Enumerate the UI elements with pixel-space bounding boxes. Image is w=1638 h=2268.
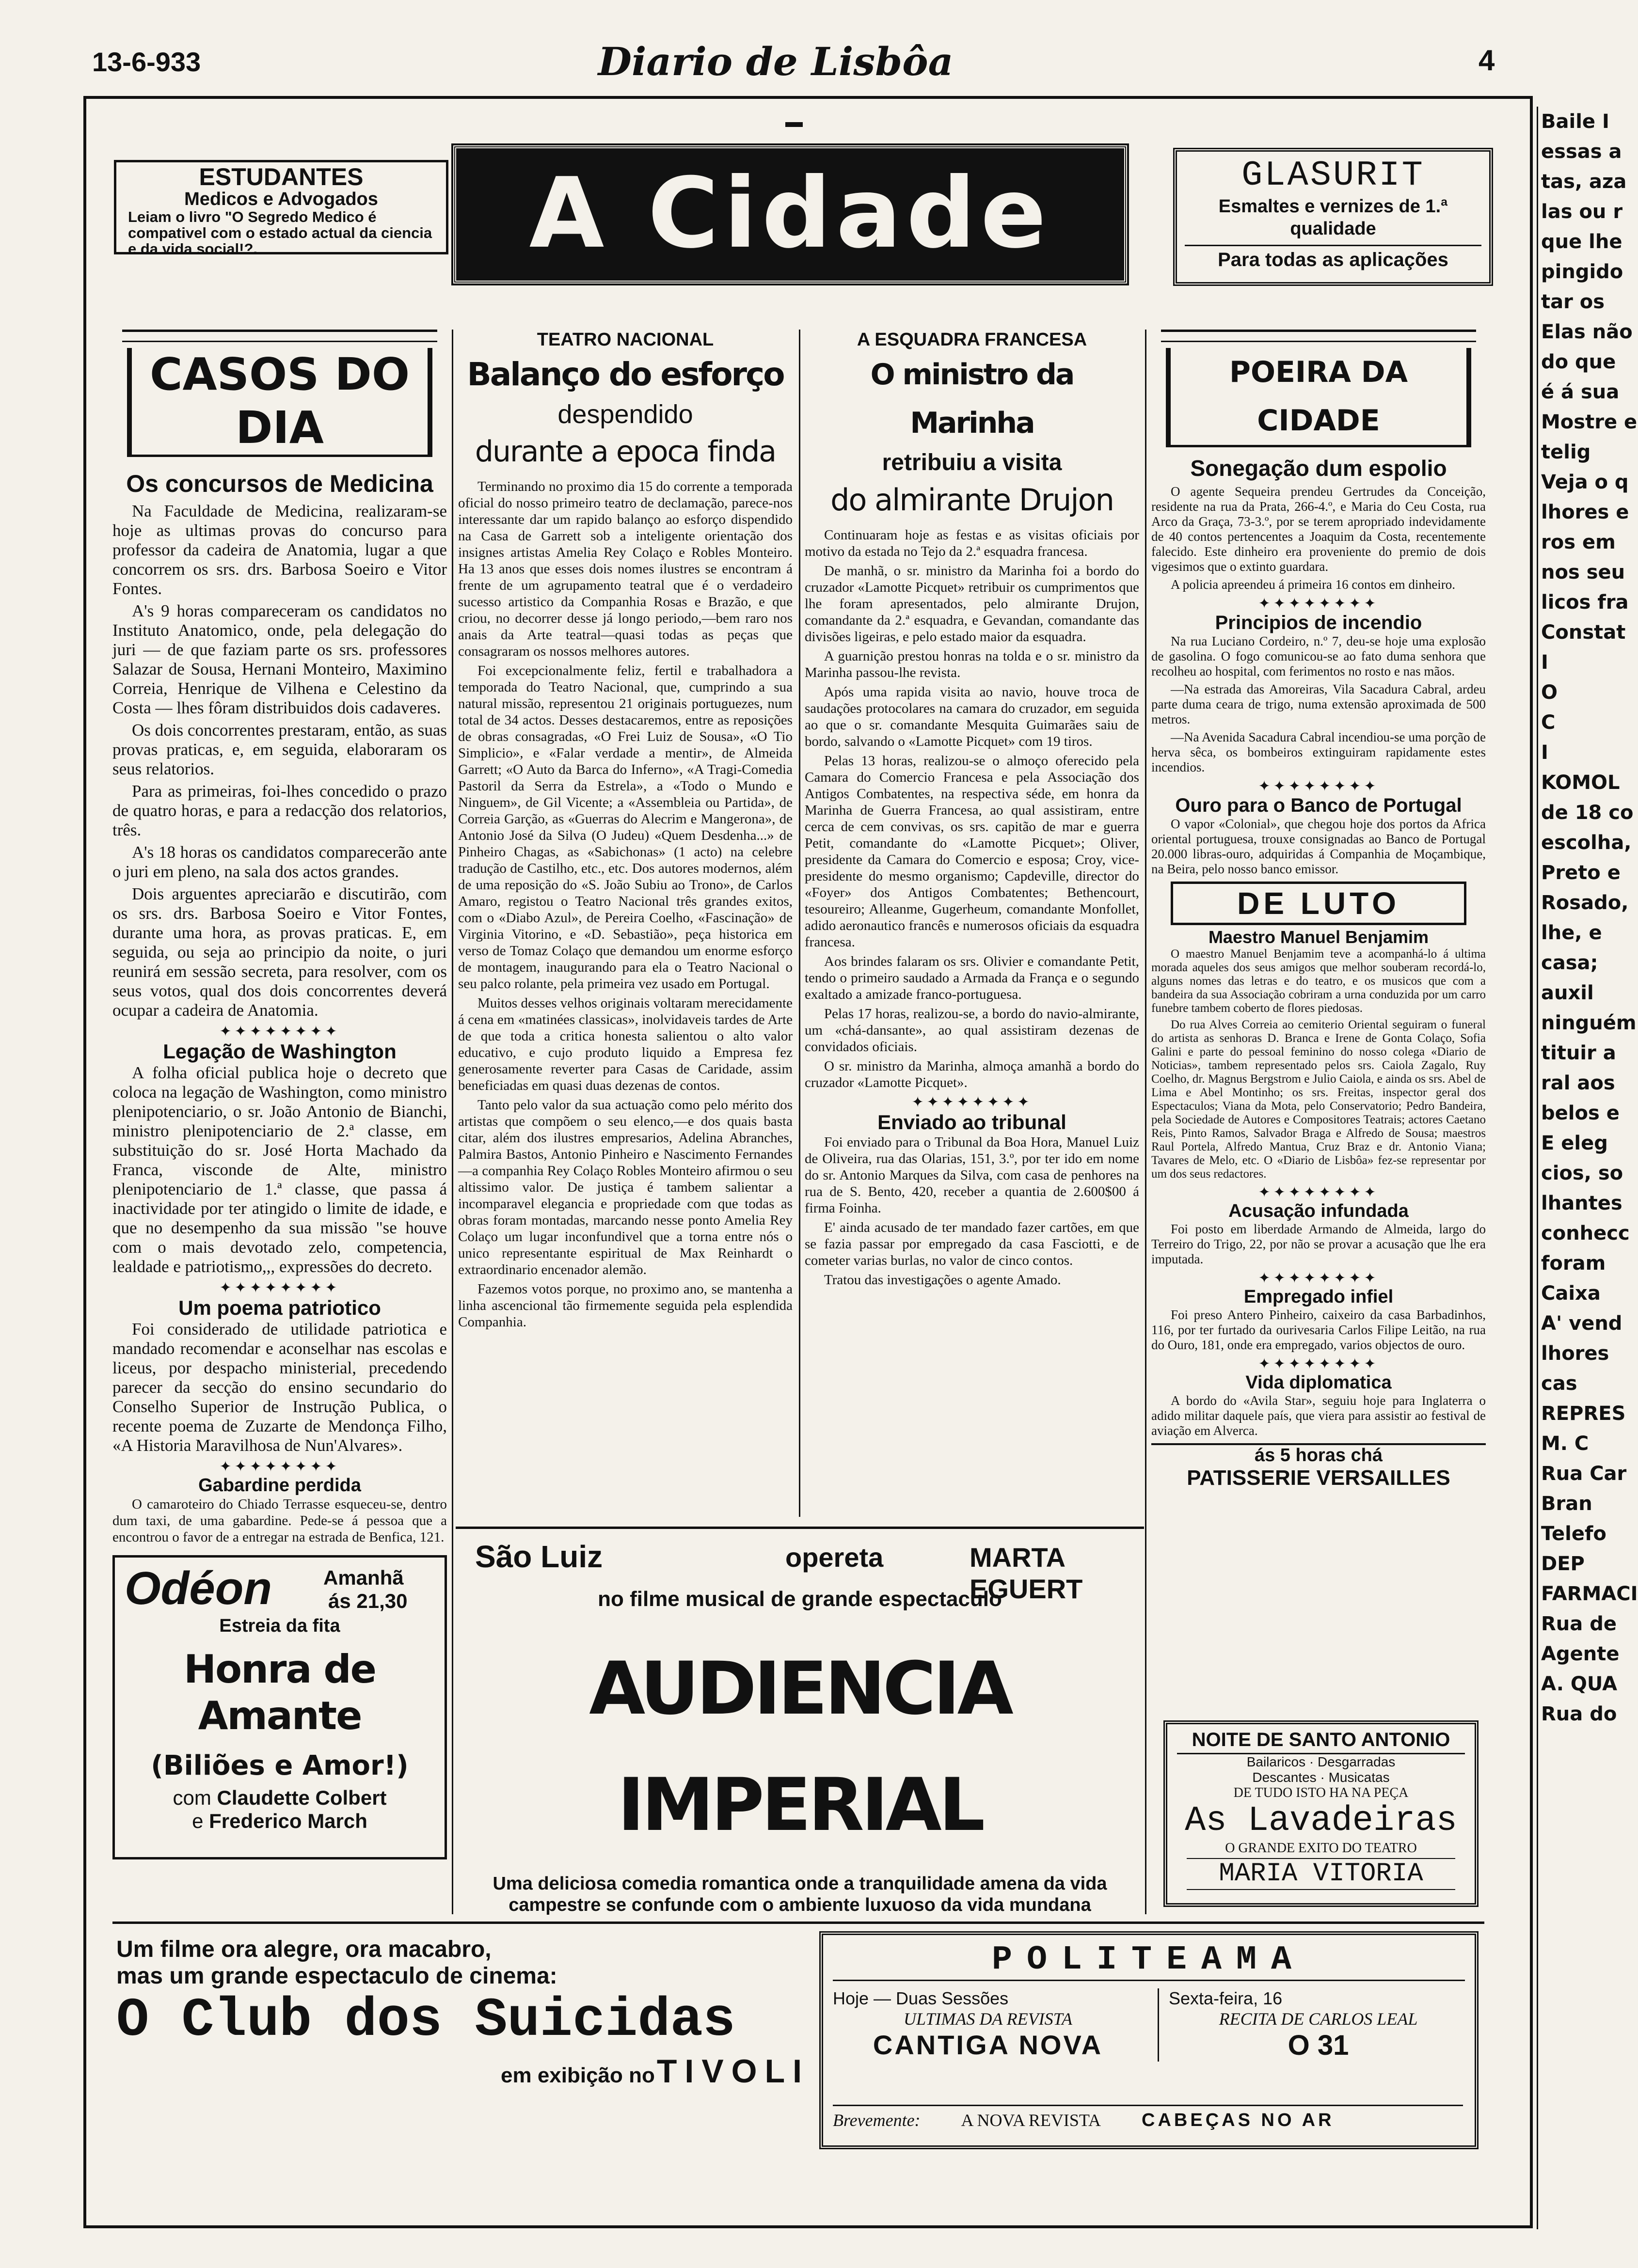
casos-p4: Para as primeiras, foi-lhes concedido o prazo de quatro horas, e para a redacção dos relatorios, três. xyxy=(112,782,447,839)
odeon-and: e xyxy=(192,1810,204,1832)
teatro-p1: Terminando no proximo dia 15 do corrente a temporada oficial do nosso primeiro teatro de declamação, parece-nos interessante dar um rapido balanço ao esforço dispendido na Casa de Garrett sob a inteligente orientação dos insignes artistas Amelia Rey Colaço e Robles Monteiro. Ha 13 anos que esses dois nomes ilustres se encontram á frente de um agrupamento teatral que é o verdadeiro sucesso artistico da Companhia Rosas e Brazão, e que criou, no decorrer desse já longo periodo,—bem raro nos anais da Arte teatral—quasi todas as peças que consagraram os nossos melhores autores. xyxy=(458,479,793,659)
suicidas-line1: Um filme ora alegre, ora macabro, xyxy=(116,1937,492,1962)
odeon-name: Odéon xyxy=(125,1562,272,1614)
right-margin-fragment: cas xyxy=(1541,1372,1577,1395)
poeira-p10: Foi preso Antero Pinheiro, caixeiro da casa Barbadinhos, 116, por ter furtado da ourivesaria Carlos Filipe Leitão, na rua do Ouro, 181, onde era empregado, varios objectos de ouro. xyxy=(1151,1307,1486,1352)
santo-antonio-play: As Lavadeiras xyxy=(1185,1801,1457,1841)
poeira-h4: Maestro Manuel Benjamim xyxy=(1208,927,1429,947)
glasurit-line1: Esmaltes e vernizes de 1.ª qualidade xyxy=(1218,196,1448,239)
right-margin-fragment: essas a xyxy=(1541,141,1622,163)
right-margin-fragment: lhores e xyxy=(1541,501,1629,523)
esquadra-h1: O ministro da Marinha xyxy=(870,358,1074,440)
esquadra-h2: retribuiu a visita xyxy=(882,450,1062,475)
poeira-h3: Ouro para o Banco de Portugal xyxy=(1175,795,1462,816)
glasurit-ad xyxy=(1173,148,1493,286)
casos-banner: CASOS DO DIA xyxy=(127,348,432,457)
right-margin-fragment: lhantes xyxy=(1541,1192,1622,1214)
right-margin-fragment: KOMOL xyxy=(1541,772,1620,794)
casos-p3: Os dois concorrentes prestaram, então, as suas provas praticas, e, em seguida, elaboraram os seus relatorios. xyxy=(112,721,447,778)
casos-p1: Na Faculdade de Medicina, realizaram-se hoje as ultimas provas do concurso para professor da cadeira de Anatomia, lugar a que concorrem os srs. drs. Barbosa Soeiro e Vitor Fontes. xyxy=(112,502,447,598)
poeira-p6: O vapor «Colonial», que chegou hoje dos portos da Africa oriental portuguesa, trouxe consignadas ao Banco de Portugal 20.000 libras-ouro, adquiridas á Companhia de Moçambique, na Beira, pelo nosso banco emissor. xyxy=(1151,817,1486,876)
odeon-with: com xyxy=(173,1786,211,1809)
casos-h2: Legação de Washington xyxy=(163,1040,397,1063)
right-margin-fragment: Rua de xyxy=(1541,1613,1617,1635)
politeama-right xyxy=(1158,1988,1468,2062)
esquadra-kicker: A ESQUADRA FRANCESA xyxy=(857,330,1087,350)
odeon-cast-2 xyxy=(125,1810,435,1833)
divider-ornament: ✦✦✦✦✦✦✦✦ xyxy=(911,1094,1033,1110)
saoluiz-desc: Uma deliciosa comedia romantica onde a tranquilidade amena da vida campestre se confunde com o ambiente luxuoso da vida mundana xyxy=(493,1874,1107,1915)
col-rule-2 xyxy=(799,330,800,1517)
santo-antonio-line1: Bailaricos · Desgarradas xyxy=(1246,1754,1396,1769)
odeon-estreia: Estreia da fita xyxy=(219,1616,340,1636)
poeira-text-6 xyxy=(1151,1307,1486,1353)
right-margin-fragment: Baile I xyxy=(1541,110,1609,133)
politeama-brev: Brevemente: xyxy=(833,2110,921,2130)
casos-h4: Gabardine perdida xyxy=(198,1475,361,1496)
right-margin-fragment: auxil xyxy=(1541,982,1594,1004)
right-margin-fragment: Agente xyxy=(1541,1643,1620,1665)
right-margin-fragment: do que xyxy=(1541,351,1616,373)
right-margin-fragment: foram xyxy=(1541,1252,1606,1275)
poeira-text-4 xyxy=(1151,947,1486,1181)
right-margin-fragment: telig xyxy=(1541,441,1591,463)
teatro-column xyxy=(458,330,793,1522)
right-margin-fragment: REPRES xyxy=(1541,1402,1626,1425)
odeon-actor1: Claudette Colbert xyxy=(217,1786,387,1809)
poeira-h5: Acusação infundada xyxy=(1228,1201,1409,1221)
right-margin-fragment: belos e xyxy=(1541,1102,1620,1124)
politeama-hoje: Hoje — Duas Sessões xyxy=(833,1988,1009,2008)
issue-date: 13-6-933 xyxy=(92,47,201,77)
right-margin-fragment: escolha, xyxy=(1541,832,1632,854)
right-margin-fragment: Elas não xyxy=(1541,321,1633,343)
right-margin-fragment: cios, so xyxy=(1541,1162,1623,1184)
esquadra-p7: Pelas 17 horas, realizou-se, a bordo do navio-almirante, um «chá-dansante», ao qual assistiram dezenas de convidados oficiais. xyxy=(805,1006,1139,1055)
esquadra-column xyxy=(805,330,1139,1522)
right-margin-fragment: I xyxy=(1541,741,1548,764)
saoluiz-film: AUDIENCIA IMPERIAL xyxy=(589,1647,1011,1847)
odeon-ad xyxy=(112,1555,447,1859)
suicidas-ad xyxy=(116,1936,810,2149)
glasurit-name: GLASURIT xyxy=(1241,156,1425,195)
estudantes-ad xyxy=(114,160,448,257)
poeira-h7: Vida diplomatica xyxy=(1245,1372,1392,1393)
teatro-text xyxy=(458,478,793,1330)
odeon-cast-1 xyxy=(125,1786,435,1810)
politeama-ultimas: ULTIMAS DA REVISTA xyxy=(904,2009,1072,2029)
divider-ornament: ✦✦✦✦✦✦✦✦ xyxy=(1258,1184,1379,1200)
right-margin-fragment: Caixa xyxy=(1541,1282,1601,1305)
poeira-text-3 xyxy=(1151,817,1486,877)
right-margin-fragment: las ou r xyxy=(1541,201,1623,223)
odeon-time: ás 21,30 xyxy=(328,1590,408,1612)
right-margin-fragment: A. QUA xyxy=(1541,1673,1618,1695)
casos-h3: Um poema patriotico xyxy=(178,1296,381,1319)
estudantes-title: ESTUDANTES xyxy=(199,163,364,190)
odeon-actor2: Frederico March xyxy=(209,1810,367,1832)
casos-p5: A's 18 horas os candidatos comparecerão ante o juri em pleno, na sala dos actos grandes. xyxy=(112,843,447,881)
politeama-revista: CANTIGA NOVA xyxy=(873,2030,1103,2060)
right-margin-list xyxy=(1538,107,1638,1729)
poeira-p5: —Na Avenida Sacadura Cabral incendiou-se uma porção de herva sêca, os bombeiros extinguiram rapidamente estes incendios. xyxy=(1151,730,1486,774)
right-margin-fragment: E eleg xyxy=(1541,1132,1608,1154)
right-margin-fragment: Bran xyxy=(1541,1493,1592,1515)
casos-p7: A folha oficial publica hoje o decreto que coloca na legação de Washington, como ministro plenipotenciario, o sr. João Antonio de Bianchi, ministro plenipotenciario de 2.ª classe, em substituição do sr. José Horta Machado da Franca, visconde de Alte, ministro plenipotenciario de 1.ª classe, que passa á inactividade por ter atingido o limite de idade, e que no desempenho da sua missão "se houve com o mais devotado zelo, competencia, lealdade e patriotismo,,, expressões do decreto. xyxy=(112,1063,447,1276)
right-margin-fragment: é á sua xyxy=(1541,381,1620,403)
right-margin-fragment: de 18 co xyxy=(1541,802,1634,824)
right-margin-fragment: FARMACI xyxy=(1541,1583,1638,1605)
teatro-p3: Muitos desses velhos originais voltaram merecidamente á cena em «matinées classicas», inolvidaveis tardes de Arte de que toda a critica honesta salientou o alto valor educativo, e cujo produto liquido a Empresa fez generosamente reverter para Casas de Caridade, assim beneficiadas em quasi duas dezenas de contos. xyxy=(458,995,793,1093)
suicidas-venue xyxy=(116,2052,810,2090)
esquadra-p4: Após uma rapida visita ao navio, houve troca de saudações protocolares na camara do cruzador, em seguida ao que o sr. comandante Mesquita Guimarães saiu de bordo, salvando o «Lamotte Picquet» com 19 tiros. xyxy=(805,684,1139,749)
right-margin-fragment: pingido xyxy=(1541,261,1623,283)
politeama-name: POLITEAMA xyxy=(833,1941,1465,1981)
casos-p8: Foi considerado de utilidade patriotica e mandado recomendar e aconselhar nas escolas e liceus, por despacho ministerial, precedendo parecer da secção do ensino secundario do Conselho Superior de Instrução Publica, o recente poema de Zuzarte de Mendonça Filho, «A Historia Maravilhosa de Nun'Alvares». xyxy=(112,1320,447,1455)
bottom-band-rule xyxy=(112,1922,1484,1924)
saoluiz-ad xyxy=(456,1527,1144,1915)
casos-h1: Os concursos de Medicina xyxy=(126,470,433,497)
divider-ornament: ✦✦✦✦✦✦✦✦ xyxy=(1258,1270,1379,1286)
right-margin-fragment: I xyxy=(1541,651,1548,674)
esquadra-h4: Enviado ao tribunal xyxy=(877,1111,1066,1134)
right-margin-fragment: A' vend xyxy=(1541,1312,1622,1335)
poeira-column xyxy=(1151,330,1486,1716)
saoluiz-star: MARTA EGUERT xyxy=(970,1542,1083,1604)
patisserie-name: PATISSERIE VERSAILLES xyxy=(1187,1466,1450,1490)
casos-text-3 xyxy=(112,1320,447,1455)
right-margin-fragment: tar os xyxy=(1541,291,1605,313)
suicidas-title: O Club dos Suicidas xyxy=(116,1990,736,2051)
teatro-h3: durante a epoca finda xyxy=(475,435,776,469)
right-margin-fragment: O xyxy=(1541,681,1558,704)
right-margin-fragment: Rosado, xyxy=(1541,892,1629,914)
right-margin-fragment: Constat xyxy=(1541,621,1626,644)
poeira-p3: Na rua Luciano Cordeiro, n.º 7, deu-se hoje uma explosão de gasolina. O fogo comunicou-se ao fato duma senhora que recolheu ao hospital, com ferimentos no rosto e nas mãos. xyxy=(1151,634,1486,678)
poeira-p2: A policia apreendeu á primeira 16 contos em dinheiro. xyxy=(1171,577,1456,592)
casos-p6: Dois arguentes apreciarão e discutirão, com os srs. drs. Barbosa Soeiro e Vitor Fontes, durante uma hora, as provas praticas. E, em seguida, ou seja ao principio da noite, o juri reunirá em sessão secreta, para resolver, com os seus votos, qual dos dois concorrentes deverá ocupar a cadeira de Anatomia. xyxy=(112,884,447,1020)
casos-ornament-top xyxy=(122,330,437,342)
right-margin-fragment: Mostre e xyxy=(1541,411,1638,433)
right-margin-fragment: lhe, e xyxy=(1541,922,1602,944)
teatro-h2: despendido xyxy=(557,400,693,429)
odeon-sub: (Biliões e Amor!) xyxy=(151,1750,409,1781)
suicidas-exib: em exibição no xyxy=(501,2063,655,2087)
esquadra-p5: Pelas 13 horas, realizou-se o almoço oferecido pela Camara do Comercio Francesa e pela Associação dos Antigos Combatentes, na respectiva séde, em honra da Marinha de Guerra Francesa, ao qual assistiram, entre cerca de cem convivas, os srs. capitão de mar e guerra Petit, comandante do «Lamotte Picquet»; Oliver, presidente da Camara do Comercio e esposa; Croy, vice-presidente do mesmo organismo; Capdeville, director do «Foyer» dos Antigos Combatentes; Bethencourt, tesoureiro; Alleanme, Gugerheum, comandante Monfollet, adido aeronautico francês e numerosos oficiais da esquadra francesa. xyxy=(805,753,1139,950)
teatro-p2: Foi excepcionalmente feliz, fertil e trabalhadora a temporada do Teatro Nacional, que, cumprindo a sua natural missão, representou 21 originais portuguezes, num total de 34 actos. Desses destacaremos, entre as reposições de obras consagradas, «O Frei Luiz de Sousa», «O Tio Simplicio», e «Falar verdade a mentir», de Almeida Garrett; «O Auto da Barca do Inferno», «A Tragi-Comedia Pastoril da Serra da Estrela», a «Todo o Mundo e Ninguem», de Gil Vicente; a «Assembleia ou Partida», de Correia Garção, as «Guerras do Alecrim e Mangerona», de Antonio José da Silva (O Judeu) «Quem Desdenha...» de Pinheiro Chagas, as «Sabichonas» (1 acto) na celebre tradução de Castilho, etc., etc. Dos autores modernos, além de uma reposição do «S. João Subiu ao Trono», de Carlos Amaro, registou o Teatro Nacional três grandes exitos, com o «Diabo Azul», de Pereira Coelho, «Fascinação» de Virginia Vitorino, e «D. Sebastião», peça historica em verso de Tomaz Colaço que demandou um enorme esforço de montagem, inaugurando para ela o Teatro Nacional o seu palco rolante, pela primeira vez usado em Portugal. xyxy=(458,663,793,992)
poeira-ornament-top xyxy=(1161,330,1476,342)
newspaper-title: Diario de Lisbôa xyxy=(598,39,954,84)
politeama-num: O 31 xyxy=(1288,2030,1349,2061)
page-number: 4 xyxy=(1479,44,1495,77)
divider-ornament: ✦✦✦✦✦✦✦✦ xyxy=(1258,596,1379,612)
divider-ornament: ✦✦✦✦✦✦✦✦ xyxy=(1258,1356,1379,1372)
right-margin-fragment: Rua Car xyxy=(1541,1463,1627,1485)
odeon-film: Honra de Amante xyxy=(184,1647,376,1738)
right-margin-fragment: licos fra xyxy=(1541,591,1629,614)
poeira-text-5 xyxy=(1151,1222,1486,1267)
teatro-p5: Fazemos votos porque, no proximo ano, se mantenha a linha ascencional tão firmemente seguida pela esplendida Companhia. xyxy=(458,1281,793,1330)
glasurit-line2: Para todas as aplicações xyxy=(1185,245,1481,273)
col-rule-1 xyxy=(452,330,453,1914)
santo-antonio-line2: Descantes · Musicatas xyxy=(1252,1770,1390,1785)
divider-ornament: ✦✦✦✦✦✦✦✦ xyxy=(219,1280,340,1296)
casos-text-2 xyxy=(112,1063,447,1276)
teatro-kicker: TEATRO NACIONAL xyxy=(537,330,714,350)
right-margin-fragment: tas, aza xyxy=(1541,171,1627,193)
santo-antonio-line4: O GRANDE EXITO DO TEATRO xyxy=(1225,1841,1417,1856)
poeira-h2: Principios de incendio xyxy=(1215,612,1422,633)
politeama-sexta: Sexta-feira, 16 xyxy=(1169,1988,1283,2008)
poeira-h1: Sonegação dum espolio xyxy=(1190,456,1447,481)
esquadra-p1: Continuaram hoje as festas e as visitas oficiais por motivo da estada no Tejo da 2.ª esquadra francesa. xyxy=(805,527,1139,559)
estudantes-body: Leiam o livro "O Segredo Medico é compativel com o estado actual da ciencia e da vida social!?. xyxy=(128,208,432,257)
right-margin-fragment: que lhe xyxy=(1541,231,1622,253)
santo-antonio-theatre: MARIA VITORIA xyxy=(1187,1858,1455,1890)
casos-p2: A's 9 horas compareceram os candidatos no Instituto Anatomico, onde, pela delegação do juri — de que faziam parte os srs. professores Salazar de Sousa, Hernani Monteiro, Maximino Correia, Henrique de Vilhena e Celestino da Costa — lhes fôram distribuidos dois cadaveres. xyxy=(112,601,447,717)
poeira-p8: Do rua Alves Correia ao cemiterio Oriental seguiram o funeral do artista as senhoras D. Branca e Irene de Gonta Colaço, Sofia Galini e parte do pessoal feminino do nosso colega «Diario de Noticias», tambem representado pelos srs. Caiola Zagalo, Ruy Coelho, dr. Magnus Bergstrom e Julio Caiola, e ainda os srs. Abel de Lima e Abel Montinho; os srs. Freitas, inspector geral dos Espectaculos; Viana da Mota, pelo Conservatorio; Pedro Bandeira, pela Sociedade de Autores e Compositores Teatrais; actores Caetano Reis, Pinto Ramos, Salvador Braga e Alfredo de Sousa; maestros Raul Portela, Alfredo Mantua, Cruz Braz e dr. Antonio Viana; Tavares de Melo, etc. O «Diario de Lisbôa» fez-se representar por um dos seus redactores. xyxy=(1151,1018,1486,1181)
divider-ornament: ✦✦✦✦✦✦✦✦ xyxy=(219,1024,340,1040)
esquadra-p3: A guarnição prestou honras na tolda e o sr. ministro da Marinha passou-lhe revista. xyxy=(805,648,1139,680)
right-margin-fragment: Telefo xyxy=(1541,1523,1606,1545)
right-margin-fragment: Preto e xyxy=(1541,862,1621,884)
right-margin-fragment: lhores xyxy=(1541,1342,1609,1365)
esquadra-text xyxy=(805,527,1139,1091)
right-margin-fragment: nos seu xyxy=(1541,561,1625,583)
section-title-block xyxy=(453,145,1127,284)
saoluiz-line: no filme musical de grande espectaculo xyxy=(598,1587,1002,1611)
poeira-banner: POEIRA DA CIDADE xyxy=(1166,348,1471,447)
saoluiz-genre: opereta xyxy=(785,1542,884,1573)
poeira-p7: O maestro Manuel Benjamim teve a acompanhá-lo á ultima morada aqueles dos seus amigos que melhor souberam recordá-lo, alguns nomes das letras e do teatro, e os musicos que com a bandeira da sua Associação cobriram a urna conduzida por um carro funebre tambem coberto de flores piedosas. xyxy=(1151,947,1486,1015)
right-margin-fragment: conhecc xyxy=(1541,1222,1630,1244)
santo-antonio-title: NOITE DE SANTO ANTONIO xyxy=(1177,1729,1465,1754)
divider-ornament: ✦✦✦✦✦✦✦✦ xyxy=(219,1459,340,1475)
right-margin-fragment: DEP xyxy=(1541,1553,1585,1575)
esquadra-p8: O sr. ministro da Marinha, almoça amanhã a bordo do cruzador «Lamotte Picquet». xyxy=(805,1058,1139,1090)
estudantes-subtitle: Medicos e Advogados xyxy=(184,189,378,209)
santo-antonio-line3: DE TUDO ISTO HA NA PEÇA xyxy=(1233,1785,1409,1800)
politeama-left xyxy=(833,1988,1143,2061)
esquadra-p10: E' ainda acusado de ter mandado fazer cartões, em que se fazia passar por empregado da casa Fasciotti, e de cometer varias burlas, no valor de cinco contos. xyxy=(805,1220,1139,1268)
poeira-p1: O agente Sequeira prendeu Gertrudes da Conceição, residente na rua da Prata, 266-4.º, e Maria do Ceu Costa, rua Arco da Graça, 73-3.º, por se terem apropriado indevidamente de 40 contos pertencentes a Joaquim da Costa, recentemente falecido. Este dinheiro era proveniente do premio de dois vigesimos que o extinto guardara. xyxy=(1151,484,1486,574)
teatro-p4: Tanto pelo valor da sua actuação como pelo mérito dos artistas que compõem o seu elenco,—e dos quais basta citar, além dos ilustres empresarios, Adelina Abranches, Palmira Bastos, Antonio Pinheiro e Nascimento Fernandes—a companhia Rey Colaço Robles Monteiro afirmou o seu altissimo valor. De justiça é tambem salientar a incomparavel elegancia e propriedade com que todas as obras foram montadas, marcando nesse ponto Amelia Rey Colaço um lugar inconfundivel que a torna entre nós o unico representante espiritual de Max Reinhardt o extraordinario encenador alemão. xyxy=(458,1097,793,1277)
esquadra-h3: do almirante Drujon xyxy=(830,482,1113,518)
esquadra-p11: Tratou das investigações o agente Amado. xyxy=(824,1272,1061,1288)
politeama-bottom xyxy=(833,2105,1463,2131)
poeira-text-1 xyxy=(1151,484,1486,592)
poeira-p11: A bordo do «Avila Star», seguiu hoje para Inglaterra o adido militar daquele país, que viera para assistir ao festival de aviação em Alverca. xyxy=(1151,1393,1486,1438)
right-margin-fragment: ral aos xyxy=(1541,1072,1615,1094)
suicidas-tivoli: TIVOLI xyxy=(656,2053,810,2090)
esquadra-p2: De manhã, o sr. ministro da Marinha foi a bordo do cruzador «Lamotte Picquet» retribuir os cumprimentos que lhe foram apresentados, pelo almirante Drujon, comandante da 2.ª esquadra, e Gevandan, comandante das divisões ligeiras, e pelo estado maior da esquadra. xyxy=(805,563,1139,645)
col-rule-3 xyxy=(1145,330,1146,1914)
divider-ornament: ✦✦✦✦✦✦✦✦ xyxy=(1258,778,1379,794)
right-margin-fragment: tituir a xyxy=(1541,1042,1616,1064)
politeama-ad xyxy=(819,1931,1479,2149)
suicidas-line2: mas um grande espectaculo de cinema: xyxy=(116,1963,557,1989)
masthead xyxy=(0,0,1598,97)
casos-column xyxy=(112,330,447,1914)
poeira-text-7 xyxy=(1151,1393,1486,1438)
politeama-recita: RECITA DE CARLOS LEAL xyxy=(1219,2009,1418,2029)
casos-p9: O camaroteiro do Chiado Terrasse esqueceu-se, dentro dum taxi, de uma gabardine. Pede-se á pessoa que a encontrou o favor de a entregar na estrada de Benfica, 121. xyxy=(112,1496,447,1545)
right-margin-fragment: ninguém xyxy=(1541,1012,1637,1034)
luto-banner: DE LUTO xyxy=(1171,882,1466,925)
poeira-p9: Foi posto em liberdade Armando de Almeida, largo do Terreiro do Trigo, 22, por não se provar a acusação que lhe era imputada. xyxy=(1151,1222,1486,1266)
patisserie-time: ás 5 horas chá xyxy=(1254,1445,1383,1465)
poeira-p4: —Na estrada das Amoreiras, Vila Sacadura Cabral, ardeu parte duma ceara de trigo, numa extensão aproximada de 500 metros. xyxy=(1151,682,1486,726)
section-title: A Cidade xyxy=(529,157,1051,270)
right-margin-strip xyxy=(1537,107,1638,2229)
right-margin-fragment: ros em xyxy=(1541,531,1616,553)
teatro-h1: Balanço do esforço xyxy=(467,356,784,393)
esquadra-p6: Aos brindes falaram os srs. Olivier e comandante Petit, tendo o primeiro saudado a Armada da França e o segundo exaltado a amizade franco-portuguesa. xyxy=(805,954,1139,1002)
right-margin-fragment: C xyxy=(1541,711,1556,734)
right-margin-fragment: Rua do xyxy=(1541,1703,1617,1725)
esquadra-text-2 xyxy=(805,1134,1139,1288)
politeama-nova: A NOVA REVISTA xyxy=(961,2110,1101,2130)
odeon-when: Amanhã xyxy=(323,1566,404,1589)
saoluiz-theatre: São Luiz xyxy=(475,1539,603,1574)
right-margin-fragment: M. C xyxy=(1541,1433,1589,1455)
poeira-h6: Empregado infiel xyxy=(1243,1287,1394,1307)
right-margin-fragment: casa; xyxy=(1541,952,1598,974)
poeira-text-2 xyxy=(1151,634,1486,775)
esquadra-p9: Foi enviado para o Tribunal da Boa Hora, Manuel Luiz de Oliveira, rua das Olarias, 151, 3.º, por ter ido em nome do sr. Antonio Marques da Silva, com casa de penhores na rua de S. Bento, 420, receber a quantia de 2.600$00 á firma Foinha. xyxy=(805,1134,1139,1216)
politeama-cabecas: CABEÇAS NO AR xyxy=(1142,2110,1335,2130)
top-dot xyxy=(785,122,803,127)
casos-text-1 xyxy=(112,502,447,1020)
casos-text-4 xyxy=(112,1496,447,1545)
right-margin-fragment: Veja o q xyxy=(1541,471,1629,493)
santo-antonio-ad xyxy=(1163,1720,1479,1907)
